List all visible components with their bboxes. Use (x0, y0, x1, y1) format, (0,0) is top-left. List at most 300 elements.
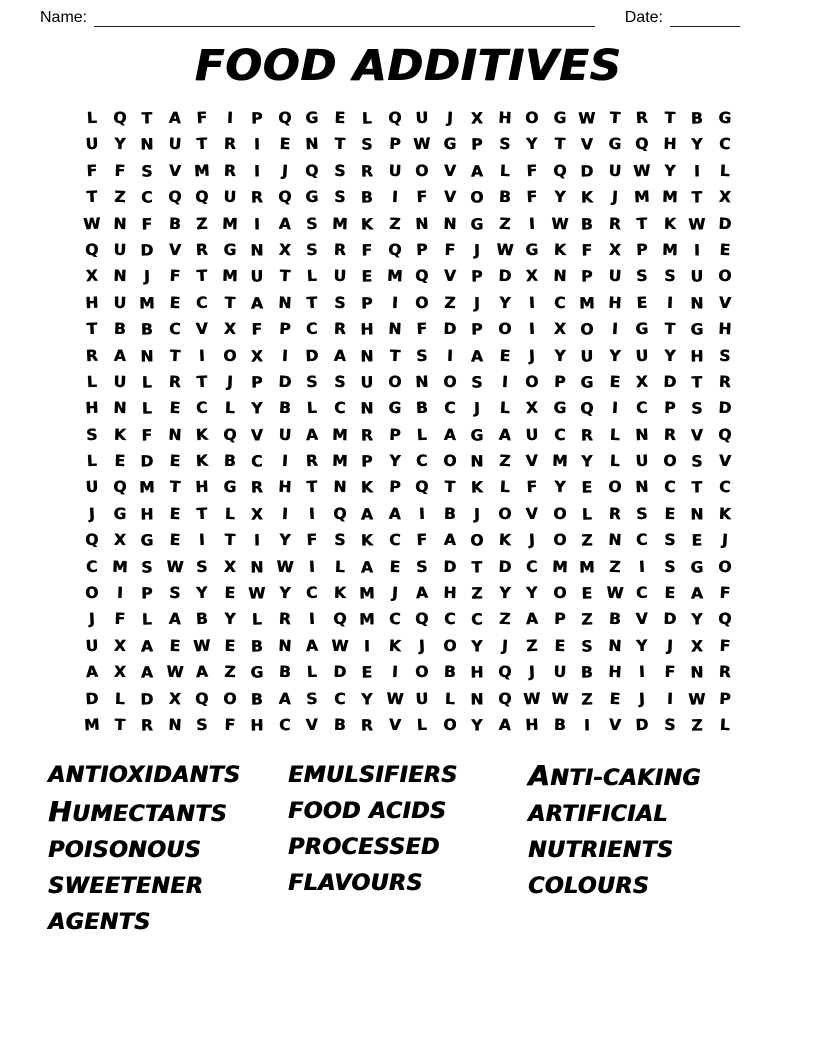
grid-cell-r22c5: A (195, 663, 209, 682)
grid-cell-r18c14: D (442, 557, 456, 577)
grid-cell-r8c14: Z (443, 293, 456, 313)
grid-cell-r10c19: U (580, 347, 594, 366)
grid-cell-r9c15: P (470, 320, 483, 339)
grid-cell-r20c2: F (113, 610, 125, 629)
grid-cell-r14c8: I (280, 452, 288, 471)
grid-cell-r15c1: U (84, 478, 99, 497)
grid-cell-r6c18: K (552, 240, 566, 260)
grid-cell-r13c6: Q (222, 425, 237, 445)
grid-cell-r7c7: U (250, 267, 264, 287)
grid-cell-r12c15: J (473, 399, 480, 419)
grid-cell-r21c11: I (363, 637, 370, 656)
grid-cell-r2c8: E (278, 135, 291, 154)
grid-cell-r22c13: O (414, 663, 429, 682)
grid-cell-r16c18: O (552, 504, 567, 524)
grid-cell-r24c23: Z (690, 716, 703, 735)
grid-cell-r7c8: T (278, 267, 290, 286)
grid-cell-r13c4: N (167, 425, 182, 445)
grid-cell-r17c19: Z (580, 531, 593, 551)
grid-cell-r24c12: V (387, 715, 401, 735)
grid-cell-r4c17: F (525, 188, 538, 207)
grid-cell-r5c2: N (112, 214, 127, 233)
grid-cell-r15c22: C (663, 478, 676, 497)
grid-cell-r11c12: O (387, 372, 402, 392)
grid-cell-r23c23: W (688, 690, 706, 709)
grid-cell-r20c20: B (607, 610, 621, 629)
grid-cell-r3c17: F (525, 161, 538, 181)
grid-cell-r5c12: Z (388, 214, 401, 234)
grid-cell-r15c23: T (691, 479, 703, 498)
grid-cell-r20c23: Y (690, 611, 703, 630)
grid-cell-r8c18: C (553, 293, 566, 313)
grid-cell-r3c7: I (253, 162, 260, 181)
grid-cell-r22c3: A (140, 663, 153, 682)
grid-cell-r8c1: H (84, 293, 99, 313)
grid-cell-r4c20: J (610, 188, 618, 207)
grid-cell-r8c22: I (666, 293, 673, 313)
grid-cell-r15c16: L (498, 478, 510, 497)
grid-cell-r14c1: L (86, 452, 98, 471)
grid-cell-r19c2: I (116, 584, 123, 603)
grid-cell-r12c2: N (112, 399, 127, 418)
grid-cell-r2c19: V (580, 135, 593, 155)
grid-cell-r20c7: L (251, 611, 262, 630)
grid-cell-r6c11: F (361, 241, 373, 260)
grid-cell-r13c22: R (662, 425, 676, 445)
grid-cell-r9c16: O (497, 319, 512, 339)
grid-cell-r10c8: I (280, 346, 288, 365)
grid-cell-r23c19: Z (580, 690, 593, 709)
grid-cell-r21c8: N (277, 636, 292, 656)
grid-cell-r9c14: D (442, 320, 456, 339)
grid-cell-r8c3: M (138, 294, 155, 313)
grid-cell-r12c11: N (360, 399, 374, 419)
grid-cell-r10c24: S (718, 346, 731, 365)
grid-cell-r2c12: P (388, 135, 401, 154)
grid-cell-r6c24: E (718, 240, 731, 260)
grid-cell-r19c22: E (663, 584, 675, 603)
grid-cell-r13c18: C (553, 425, 566, 445)
grid-cell-r12c7: Y (250, 399, 263, 419)
grid-cell-r4c8: Q (277, 188, 292, 207)
grid-cell-r22c8: B (277, 663, 291, 682)
grid-cell-r12c22: P (663, 399, 676, 418)
grid-cell-r19c13: A (415, 583, 429, 603)
grid-cell-r8c6: T (223, 293, 235, 313)
grid-cell-r12c9: L (306, 399, 318, 418)
grid-cell-r4c19: K (580, 188, 593, 207)
grid-cell-r10c22: Y (663, 346, 676, 365)
grid-cell-r24c14: O (442, 715, 457, 735)
grid-cell-r19c4: S (168, 583, 181, 603)
grid-cell-r4c4: Q (167, 188, 182, 207)
grid-cell-r9c10: R (332, 320, 346, 339)
grid-cell-r14c17: V (525, 451, 539, 471)
grid-cell-r15c15: K (470, 479, 483, 498)
grid-cell-r5c16: Z (498, 214, 511, 234)
grid-cell-r5c14: N (442, 214, 457, 233)
grid-cell-r22c15: H (470, 663, 484, 683)
grid-cell-r6c4: V (167, 240, 181, 260)
grid-cell-r17c12: C (388, 531, 401, 550)
grid-cell-r2c21: Q (634, 135, 649, 154)
grid-cell-r14c23: S (691, 452, 703, 471)
grid-cell-r16c17: V (525, 504, 539, 524)
grid-cell-r12c1: H (84, 399, 99, 418)
grid-cell-r3c6: R (222, 161, 236, 181)
grid-cell-r8c21: E (635, 293, 648, 313)
grid-cell-r14c24: V (717, 451, 731, 471)
grid-cell-r15c5: H (194, 478, 209, 497)
grid-cell-r24c21: D (634, 715, 649, 735)
grid-cell-r14c3: D (140, 452, 154, 471)
grid-cell-r2c5: T (195, 135, 208, 154)
grid-cell-r3c22: Y (663, 161, 676, 181)
word-food-acids: FOOD ACIDS (288, 799, 447, 825)
grid-cell-r4c18: Y (553, 188, 566, 207)
grid-cell-r8c5: C (195, 293, 208, 313)
grid-cell-r18c15: T (471, 558, 483, 577)
grid-cell-r8c23: N (690, 294, 704, 313)
grid-cell-r16c5: T (195, 504, 208, 524)
grid-cell-r12c16: L (498, 399, 510, 418)
grid-cell-r6c3: D (140, 241, 154, 260)
grid-cell-r8c11: P (360, 294, 373, 313)
grid-cell-r5c20: R (607, 214, 621, 234)
grid-cell-r3c19: D (580, 162, 594, 181)
grid-cell-r7c24: O (717, 267, 732, 286)
grid-cell-r1c11: L (361, 109, 372, 128)
grid-cell-r11c6: J (226, 372, 233, 392)
grid-cell-r13c21: N (634, 425, 649, 445)
grid-cell-r20c4: A (167, 610, 181, 629)
grid-cell-r5c22: K (662, 214, 676, 233)
grid-cell-r15c17: F (525, 478, 538, 497)
page-title: FOOD ADDITIVES (194, 41, 622, 91)
grid-cell-r24c22: S (663, 715, 676, 735)
grid-cell-r5c8: A (277, 214, 291, 234)
grid-cell-r22c20: H (607, 663, 622, 682)
grid-cell-r8c12: I (390, 293, 398, 313)
grid-cell-r16c21: S (635, 504, 648, 524)
grid-cell-r7c20: U (607, 267, 622, 286)
grid-cell-r9c8: P (278, 320, 291, 339)
grid-cell-r13c19: R (580, 426, 593, 445)
grid-cell-r16c24: K (717, 504, 731, 524)
grid-cell-r11c1: L (86, 372, 98, 392)
grid-cell-r23c8: A (277, 689, 291, 709)
grid-cell-r14c11: P (360, 452, 373, 471)
grid-cell-r6c21: P (635, 240, 648, 260)
grid-cell-r7c19: P (580, 267, 593, 287)
grid-cell-r22c6: Z (223, 663, 236, 682)
grid-cell-r6c8: X (277, 240, 291, 260)
grid-cell-r17c13: F (415, 531, 428, 550)
grid-cell-r4c11: B (360, 188, 373, 207)
grid-cell-r2c22: H (662, 135, 677, 154)
grid-cell-r16c6: L (223, 504, 235, 524)
grid-cell-r7c4: F (168, 267, 181, 286)
grid-cell-r15c9: T (305, 478, 318, 497)
grid-cell-r16c12: A (387, 504, 401, 524)
grid-cell-r21c4: E (168, 636, 181, 656)
grid-cell-r4c2: Z (113, 188, 126, 207)
grid-cell-r14c14: O (442, 452, 457, 471)
grid-cell-r14c22: O (662, 452, 677, 471)
grid-cell-r4c22: M (661, 188, 678, 207)
grid-cell-r21c23: X (690, 637, 703, 656)
grid-cell-r4c23: T (691, 188, 703, 207)
word-antioxidants: ANTIOXIDANTS (48, 763, 241, 789)
grid-cell-r4c14: V (442, 188, 456, 207)
grid-cell-r3c13: O (414, 161, 429, 181)
grid-cell-r2c16: S (498, 135, 511, 154)
grid-cell-r10c2: A (112, 346, 126, 365)
grid-cell-r15c3: M (138, 479, 155, 498)
grid-cell-r3c14: V (442, 161, 456, 181)
grid-cell-r4c5: Q (194, 188, 209, 207)
grid-cell-r15c6: G (222, 478, 236, 497)
grid-cell-r23c24: P (718, 689, 731, 709)
word-anti-caking: ANTI-CAKING (528, 759, 701, 793)
grid-cell-r23c9: S (305, 689, 318, 709)
grid-cell-r15c7: R (250, 479, 263, 498)
grid-cell-r15c21: N (634, 478, 649, 497)
grid-cell-r17c20: N (607, 531, 622, 550)
grid-cell-r9c18: X (552, 320, 566, 339)
grid-cell-r15c19: E (581, 479, 593, 498)
grid-cell-r23c7: B (250, 690, 263, 709)
word-artificial: ARTIFICIAL (528, 802, 668, 828)
grid-cell-r18c13: S (415, 557, 428, 577)
grid-cell-r5c5: Z (195, 214, 208, 234)
grid-cell-r10c15: A (470, 347, 483, 366)
grid-cell-r18c2: M (111, 557, 128, 577)
grid-cell-r3c24: L (718, 161, 730, 181)
word-nutrients: NUTRIENTS (528, 838, 674, 864)
grid-cell-r17c3: G (140, 531, 154, 551)
grid-cell-r4c7: R (250, 188, 263, 207)
grid-cell-r18c1: C (85, 557, 98, 577)
grid-cell-r14c9: R (305, 451, 319, 471)
grid-cell-r9c6: X (222, 320, 236, 339)
grid-cell-r1c4: A (167, 108, 181, 128)
grid-cell-r16c11: A (360, 505, 373, 524)
grid-cell-r23c18: W (550, 689, 569, 709)
grid-cell-r12c24: D (717, 399, 732, 418)
grid-cell-r24c24: L (718, 715, 730, 735)
grid-cell-r12c4: E (168, 399, 181, 418)
grid-cell-r2c18: T (553, 135, 565, 154)
grid-cell-r21c14: O (442, 636, 457, 656)
grid-cell-r21c2: X (112, 636, 126, 656)
grid-cell-r23c16: Q (497, 689, 512, 709)
grid-cell-r5c7: I (253, 215, 260, 234)
grid-cell-r11c3: L (141, 373, 152, 392)
grid-cell-r10c16: E (498, 346, 511, 365)
grid-cell-r13c7: V (250, 426, 263, 445)
grid-cell-r19c15: Z (470, 584, 483, 603)
grid-cell-r9c13: F (415, 320, 428, 339)
grid-cell-r17c8: Y (278, 531, 291, 550)
grid-cell-r2c6: R (222, 135, 236, 154)
grid-cell-r13c17: U (524, 425, 539, 445)
name-blank-line (94, 11, 595, 27)
grid-cell-r19c19: E (581, 584, 593, 603)
grid-cell-r10c6: O (222, 346, 237, 365)
grid-cell-r14c4: E (168, 452, 181, 471)
grid-cell-r16c22: E (663, 504, 675, 524)
grid-cell-r15c8: H (277, 478, 292, 497)
grid-cell-r13c15: G (470, 426, 484, 445)
grid-cell-r21c21: Y (635, 636, 648, 656)
grid-cell-r21c7: B (250, 637, 263, 656)
grid-cell-r19c3: P (140, 584, 153, 603)
grid-cell-r22c17: J (528, 663, 536, 682)
grid-cell-r2c4: U (167, 135, 182, 154)
grid-cell-r20c18: P (553, 610, 566, 629)
grid-cell-r16c13: I (418, 504, 426, 524)
grid-cell-r1c17: O (524, 108, 539, 128)
grid-cell-r21c19: S (581, 637, 593, 656)
grid-cell-r14c12: Y (388, 451, 401, 471)
grid-cell-r13c2: K (112, 425, 126, 445)
grid-cell-r22c21: I (638, 663, 646, 682)
grid-cell-r18c11: A (360, 558, 373, 577)
grid-cell-r21c1: U (84, 636, 99, 656)
grid-cell-r22c19: B (580, 663, 593, 682)
grid-cell-r23c6: O (222, 689, 237, 709)
grid-cell-r11c9: S (305, 372, 318, 392)
grid-cell-r6c7: N (250, 241, 264, 260)
grid-cell-r18c21: I (638, 557, 646, 576)
grid-cell-r20c17: A (525, 610, 539, 629)
grid-cell-r1c7: P (250, 109, 263, 128)
grid-cell-r15c14: T (443, 478, 455, 497)
grid-cell-r13c24: Q (717, 425, 732, 445)
grid-cell-r24c4: N (167, 715, 182, 735)
grid-cell-r21c17: Z (525, 636, 538, 656)
grid-cell-r21c9: A (305, 636, 319, 656)
grid-cell-r15c2: Q (112, 478, 127, 497)
grid-cell-r3c21: W (632, 161, 651, 181)
grid-cell-r6c17: G (524, 240, 539, 260)
grid-cell-r24c3: R (140, 716, 153, 735)
grid-cell-r1c14: J (446, 109, 453, 128)
grid-cell-r16c10: Q (332, 504, 347, 524)
grid-cell-r8c19: M (578, 294, 595, 313)
grid-cell-r10c3: N (140, 347, 154, 366)
grid-cell-r7c13: Q (414, 267, 429, 286)
grid-cell-r11c17: O (524, 372, 539, 392)
grid-cell-r19c7: W (248, 584, 266, 603)
grid-cell-r5c6: M (221, 214, 238, 234)
grid-cell-r23c3: D (140, 690, 154, 709)
grid-cell-r20c1: J (88, 610, 96, 629)
grid-cell-r4c21: M (633, 187, 650, 207)
grid-cell-r4c16: B (497, 188, 511, 207)
grid-cell-r12c23: S (691, 399, 703, 419)
word-humectants: HUMECTANTS (48, 795, 227, 829)
grid-cell-r16c7: X (250, 505, 263, 524)
grid-cell-r21c15: Y (470, 637, 483, 656)
date-label: Date: (624, 9, 663, 26)
grid-cell-r20c16: Z (498, 610, 511, 629)
grid-cell-r7c9: L (306, 267, 318, 286)
grid-cell-r2c10: T (333, 135, 345, 154)
grid-cell-r6c13: P (415, 240, 428, 260)
grid-cell-r20c13: Q (414, 610, 429, 629)
grid-cell-r12c10: C (333, 399, 346, 418)
grid-cell-r12c18: G (552, 399, 566, 418)
grid-cell-r21c24: F (718, 636, 731, 656)
grid-cell-r19c23: A (690, 584, 703, 603)
grid-cell-r22c18: U (552, 663, 566, 682)
grid-cell-r14c21: U (634, 451, 649, 471)
grid-cell-r7c22: S (663, 267, 676, 286)
grid-cell-r3c16: L (498, 161, 510, 181)
grid-cell-r1c23: B (690, 109, 703, 128)
grid-cell-r21c16: J (500, 636, 508, 656)
grid-cell-r2c11: S (361, 135, 373, 155)
grid-cell-r23c11: Y (360, 690, 373, 709)
grid-cell-r6c15: J (473, 241, 480, 260)
grid-cell-r16c16: O (497, 504, 512, 524)
grid-cell-r11c16: I (500, 372, 508, 392)
grid-cell-r7c10: U (332, 267, 346, 286)
grid-cell-r23c1: D (84, 689, 99, 709)
grid-cell-r16c9: I (308, 504, 316, 524)
grid-cell-r2c23: Y (690, 135, 703, 155)
grid-cell-r9c7: F (251, 320, 263, 339)
grid-cell-r4c9: G (304, 188, 319, 207)
grid-cell-r22c1: A (85, 663, 99, 682)
grid-cell-r23c2: L (113, 689, 125, 708)
grid-cell-r6c22: M (661, 240, 678, 260)
grid-cell-r6c10: R (332, 240, 346, 260)
grid-cell-r24c20: V (607, 715, 621, 735)
grid-cell-r17c1: Q (84, 531, 99, 550)
grid-cell-r1c6: I (226, 109, 233, 128)
grid-cell-r3c9: Q (304, 161, 319, 181)
grid-cell-r22c24: R (717, 663, 731, 682)
grid-cell-r18c18: M (551, 557, 568, 577)
grid-cell-r11c13: N (414, 372, 429, 392)
grid-cell-r10c7: X (250, 347, 263, 366)
grid-cell-r19c1: O (84, 583, 99, 603)
grid-cell-r5c4: B (167, 214, 181, 234)
grid-cell-r23c10: C (333, 689, 346, 708)
grid-cell-r20c8: R (277, 610, 291, 629)
grid-cell-r5c18: W (550, 214, 569, 234)
grid-cell-r1c5: F (195, 108, 208, 128)
grid-cell-r17c9: F (305, 531, 318, 550)
grid-cell-r9c5: V (195, 320, 209, 339)
word-emulsifiers: EMULSIFIERS (288, 763, 458, 789)
grid-cell-r10c12: T (388, 346, 400, 365)
grid-cell-r17c4: E (168, 531, 181, 550)
grid-cell-r23c12: W (385, 689, 404, 709)
grid-cell-r14c10: M (331, 452, 348, 471)
grid-cell-r2c1: U (84, 135, 99, 154)
grid-cell-r11c5: T (195, 372, 208, 392)
word-agents: AGENTS (48, 910, 151, 936)
grid-cell-r22c11: E (361, 663, 373, 682)
grid-cell-r11c20: E (608, 372, 621, 392)
grid-cell-r16c3: H (140, 505, 154, 524)
grid-cell-r4c3: C (140, 188, 153, 207)
grid-cell-r14c15: N (470, 452, 484, 471)
